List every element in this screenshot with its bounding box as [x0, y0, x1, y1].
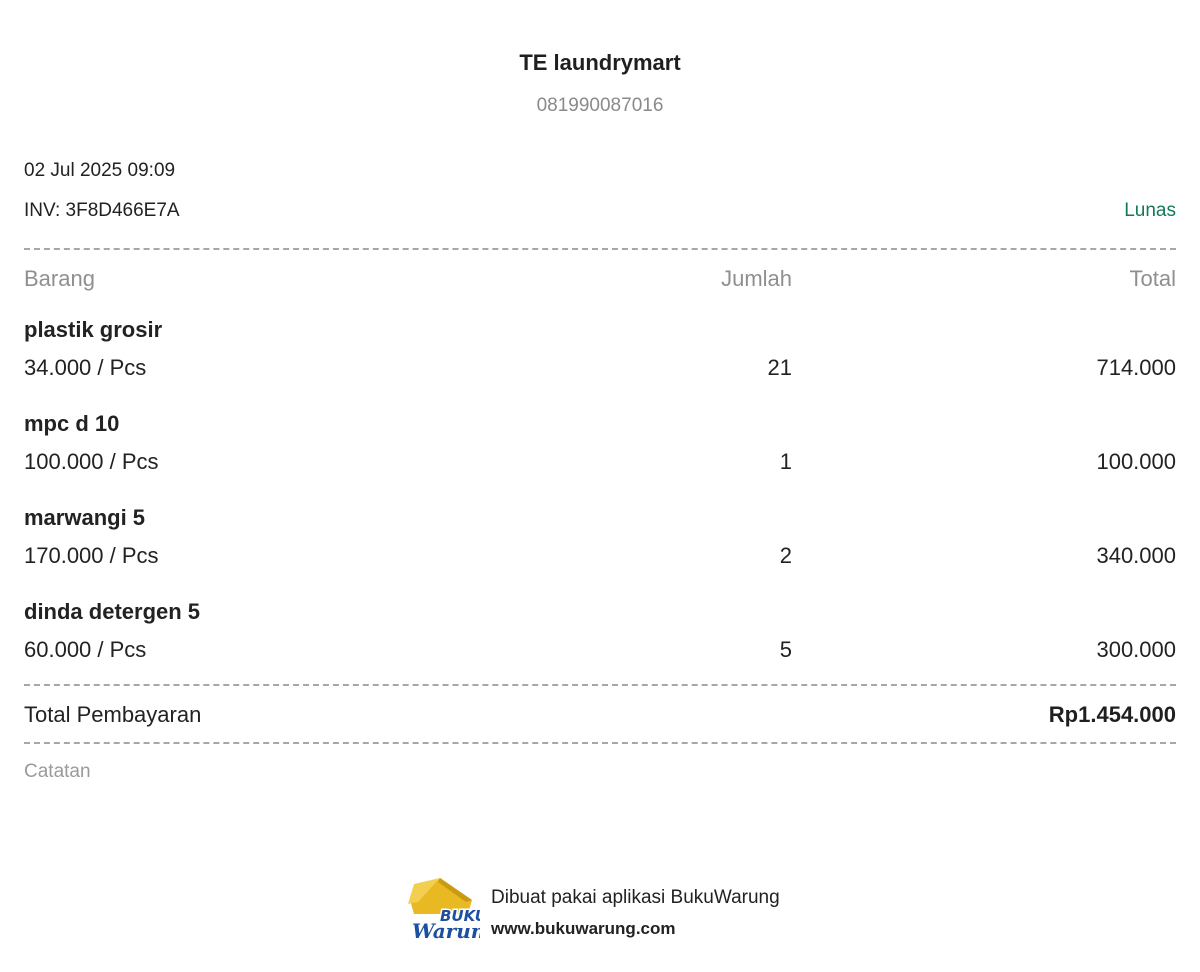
store-name: TE laundrymart — [519, 50, 681, 75]
item-unit-price: 34.000 / Pcs — [24, 355, 147, 380]
item-quantity: 21 — [767, 355, 792, 380]
item-quantity: 2 — [779, 543, 792, 568]
payment-status-badge: Lunas — [1124, 200, 1176, 221]
footer-made-with: Dibuat pakai aplikasi BukuWarung — [491, 887, 780, 908]
item-unit-price: 60.000 / Pcs — [24, 637, 147, 662]
footer-website-link[interactable]: www.bukuwarung.com — [491, 919, 676, 938]
item-name: marwangi 5 — [24, 505, 146, 530]
item-quantity: 1 — [779, 449, 792, 474]
total-payment-amount: Rp1.454.000 — [1048, 702, 1176, 727]
item-unit-price: 100.000 / Pcs — [24, 449, 159, 474]
column-header-total: Total — [1129, 266, 1176, 291]
item-total: 300.000 — [1096, 637, 1176, 662]
item-name: plastik grosir — [24, 317, 163, 342]
item-name: mpc d 10 — [24, 411, 120, 436]
divider — [24, 684, 1176, 686]
svg-text:Warung: Waru — [412, 919, 471, 943]
column-header-qty: Jumlah — [721, 266, 792, 291]
column-header-item: Barang — [24, 266, 95, 291]
item-unit-price: 170.000 / Pcs — [24, 543, 159, 568]
svg-text:BUKU: BUK — [440, 907, 475, 925]
item-total: 340.000 — [1096, 543, 1176, 568]
item-total: 100.000 — [1096, 449, 1176, 474]
total-payment-label: Total Pembayaran — [24, 702, 202, 727]
transaction-date: 02 Jul 2025 09:09 — [24, 160, 176, 181]
divider — [24, 248, 1176, 250]
invoice-number: INV: 3F8D466E7A — [24, 200, 180, 221]
item-total: 714.000 — [1096, 355, 1176, 380]
divider — [24, 742, 1176, 744]
item-quantity: 5 — [779, 637, 792, 662]
bukuwarung-logo — [404, 874, 480, 948]
note-label: Catatan — [24, 761, 91, 782]
item-name: dinda detergen 5 — [24, 599, 201, 624]
store-phone: 081990087016 — [536, 95, 664, 116]
